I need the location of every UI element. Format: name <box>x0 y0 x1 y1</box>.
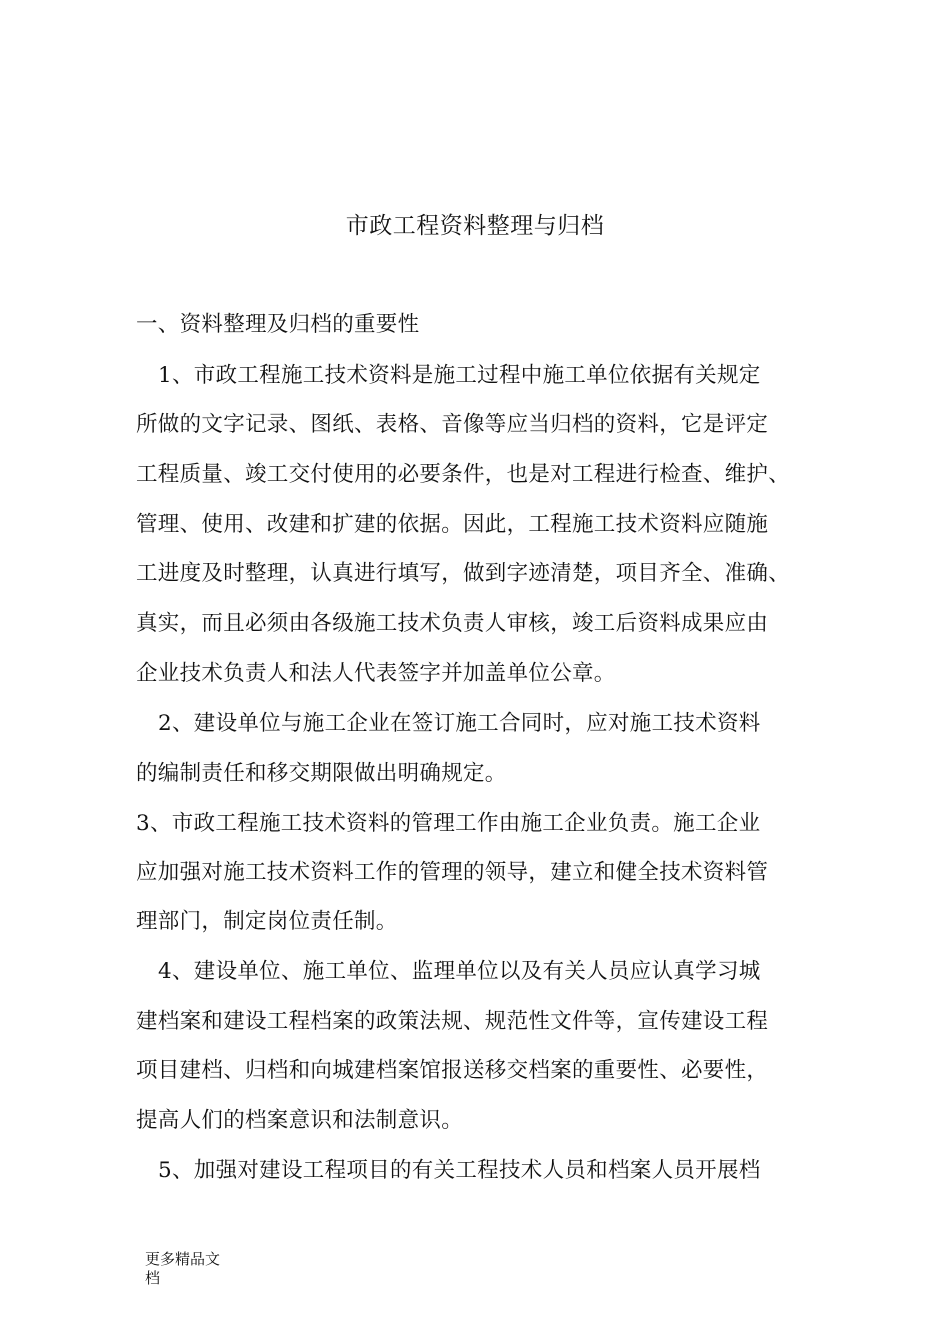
paragraph-line: 应加强对施工技术资料工作的管理的领导，建立和健全技术资料管 <box>136 860 769 885</box>
paragraph-line: 建档案和建设工程档案的政策法规、规范性文件等，宣传建设工程 <box>136 1009 769 1034</box>
paragraph-line: 1、市政工程施工技术资料是施工过程中施工单位依据有关规定 <box>158 363 761 388</box>
footer-line: 更多精品文 <box>145 1250 221 1268</box>
paragraph-line: 工进度及时整理，认真进行填写，做到字迹清楚，项目齐全、准确、 <box>136 561 791 586</box>
document-title: 市政工程资料整理与归档 <box>345 213 605 239</box>
footer-note <box>145 1250 245 1288</box>
paragraph-line: 提高人们的档案意识和法制意识。 <box>136 1108 464 1133</box>
paragraph-line: 3、市政工程施工技术资料的管理工作由施工企业负责。施工企业 <box>136 811 761 836</box>
section-heading: 一、资料整理及归档的重要性 <box>136 312 420 337</box>
footer-line: 档 <box>145 1269 161 1287</box>
paragraph-line: 企业技术负责人和法人代表签字并加盖单位公章。 <box>136 661 616 686</box>
paragraph-line: 工程质量、竣工交付使用的必要条件，也是对工程进行检查、维护、 <box>136 462 791 487</box>
paragraph-line: 4、建设单位、施工单位、监理单位以及有关人员应认真学习城 <box>158 959 761 984</box>
paragraph-line: 真实，而且必须由各级施工技术负责人审核，竣工后资料成果应由 <box>136 611 769 636</box>
paragraph-line: 管理、使用、改建和扩建的依据。因此，工程施工技术资料应随施 <box>136 512 769 537</box>
paragraph-line: 理部门，制定岗位责任制。 <box>136 909 398 934</box>
paragraph-line: 项目建档、归档和向城建档案馆报送移交档案的重要性、必要性， <box>136 1058 769 1083</box>
paragraph-line: 2、建设单位与施工企业在签订施工合同时，应对施工技术资料 <box>158 711 761 736</box>
paragraph-line: 所做的文字记录、图纸、表格、音像等应当归档的资料，它是评定 <box>136 412 769 437</box>
paragraph-line: 5、加强对建设工程项目的有关工程技术人员和档案人员开展档 <box>158 1158 761 1183</box>
paragraph-line: 的编制责任和移交期限做出明确规定。 <box>136 761 507 786</box>
